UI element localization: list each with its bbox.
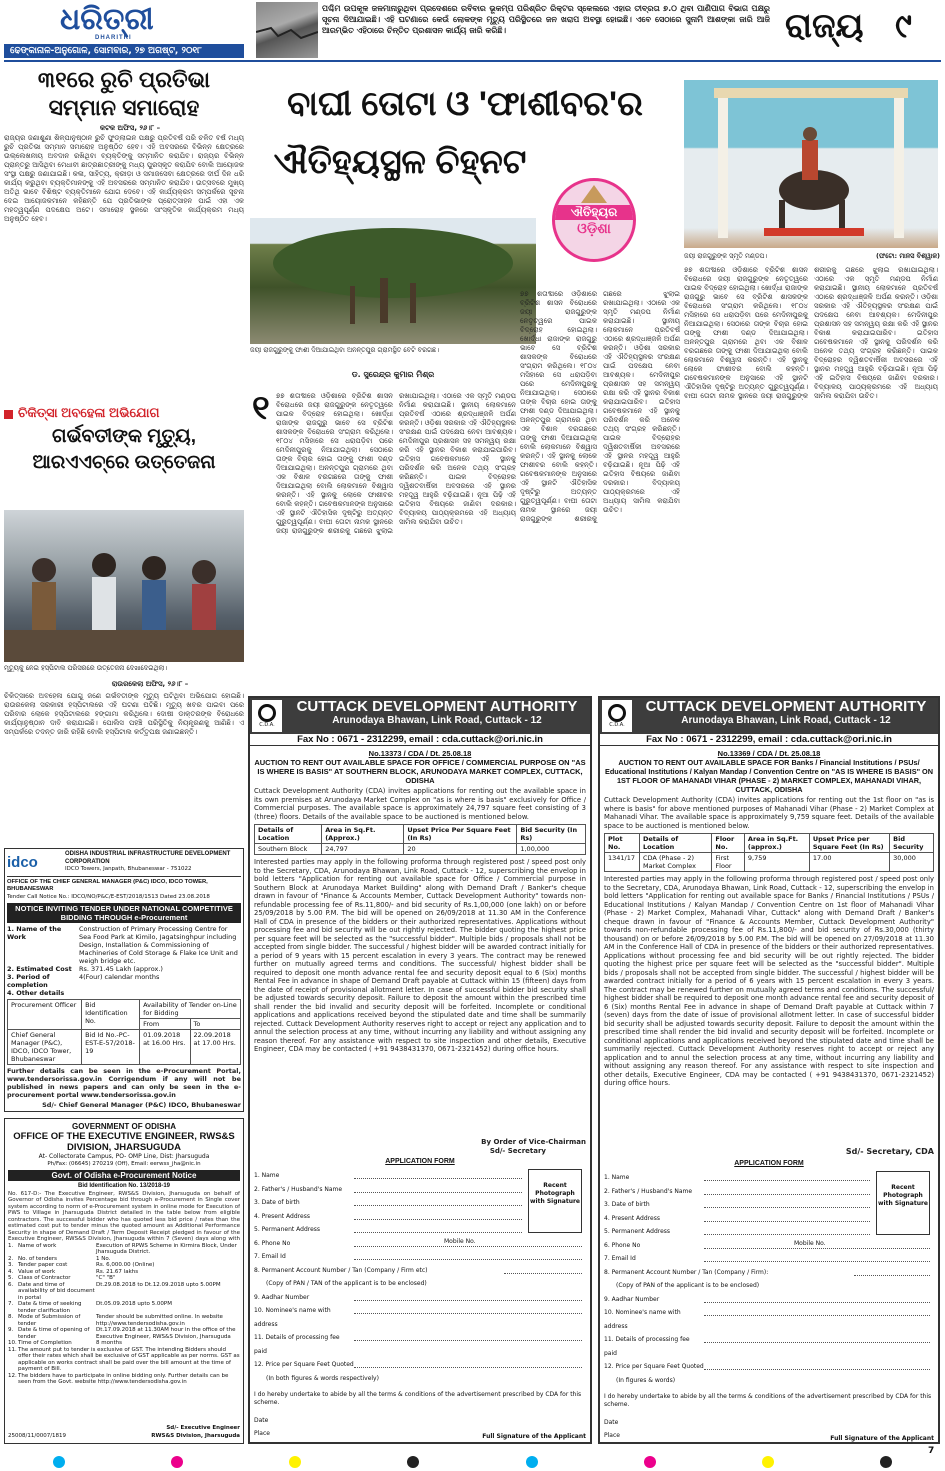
idco-org-name: ODISHA INDUSTRIAL INFRASTRUCTURE DEVELOPMENT CORPORATION (65, 851, 231, 865)
cda1-field-label: 5. Permanent Address (254, 1226, 321, 1233)
cda2-cell: 1341/17 (605, 853, 640, 872)
cda1-field-label: 3. Date of birth (254, 1199, 300, 1206)
cda2-field-label: 6. Phone No (604, 1241, 641, 1249)
cda1-field-label: 1. Name (254, 1172, 280, 1179)
cda1-cell: 1,00,000 (517, 844, 586, 855)
rwss-row-value: "C" "B" (96, 1275, 116, 1281)
newspaper-logo-sub: DHARITRI (95, 35, 132, 41)
cda-fax-1: Fax No : 0671 - 2312299, email : cda.cuttack@ori.nic.in (250, 734, 590, 746)
feature-dropcap: ୧ (252, 389, 270, 427)
cda2-signature-label: Full Signature of the Applicant (830, 1435, 934, 1442)
cda1-col-header: Details of Location (255, 825, 322, 844)
ruchi-body: ରାଜ୍ୟର ଜଣାଶୁଣା ଶିଳ୍ପାନୁଷ୍ଠାନ ରୁଚି ଫୁଡ୍‌ଲାଇନ ପକ୍ଷରୁ ପ୍ରତିବର୍ଷ ପରି ଚଳିତ ବର୍ଷ ମଧ୍ୟ ରୁଚି ପ୍ରତିଭା ସମ୍ମାନ ସମାରୋହ ଅନୁଷ୍ଠିତ ହେବ। ଏହି ଅବସରରେ ବିଭିନ୍ନ କ୍ଷେତ୍ରରେ ଉଲ୍ଲେଖନୀୟ ଅବଦାନ ରଖିଥିବା ବ୍ୟକ୍ତିଙ୍କୁ ସମ୍ମାନିତ କରାଯିବ। ରାଜ୍ୟର ବିଭିନ୍ନ ପ୍ରାନ୍ତରୁ ଆସିଥିବା ମେଧାବୀ ଛାତ୍ରଛାତ୍ରୀଙ୍କୁ ମଧ୍ୟ ପୁରସ୍କୃତ କରାଯିବ ବୋଲି ଆୟୋଜକ ସଂସ୍ଥା ପକ୍ଷରୁ ଜଣାଯାଇଛି। କଳା, ସାହିତ୍ୟ, କ୍ରୀଡ଼ା ଓ ସମାଜସେବା କ୍ଷେତ୍ରରେ ଦୀର୍ଘ ଦିନ ଧରି କାର୍ଯ୍ୟ କରୁଥିବା ବ୍ୟକ୍ତିମାନଙ୍କୁ ଏହି ଅବସରରେ ସମ୍ମାନିତ କରାଯିବ। ଉତ୍ସବରେ ମୁଖ୍ୟ ଅତିଥି ଭାବେ ବିଶିଷ୍ଟ ବ୍ୟକ୍ତିମାନେ ଯୋଗ ଦେବେ। ଏହି କାର୍ଯ୍ୟକ୍ରମ ସମ୍ପର୍କରେ ସୂଚନା ଦେଇ ଆୟୋଜକମାନେ କହିଛନ୍ତି ଯେ ପ୍ରତିଭାଙ୍କ ପ୍ରୋତ୍ସାହନ ପାଇଁ ଏହା ଏକ ମହତ୍ୱପୂର୍ଣ୍ଣ ପଦକ୍ଷେପ ଅଟେ। ସମାରୋହ ସ୍ଥଳରେ ସାଂସ୍କୃତିକ କାର୍ଯ୍ୟକ୍ରମ ମଧ୍ୟ ଅନୁଷ୍ଠିତ ହେବ। (4, 134, 244, 223)
cda1-field-line (354, 1196, 522, 1206)
rwss-row-label: Name of work (18, 1242, 57, 1249)
feature-byline: ଡ. ସୁରେନ୍ଦ୍ର କୁମାର ମିଶ୍ର (351, 370, 435, 379)
rgh-kicker: ଚିକିତ୍ସା ଅବହେଳା ଅଭିଯୋଗ (18, 405, 160, 420)
cda2-field-label: 4. Present Address (604, 1214, 660, 1222)
cda1-field-label: 12. Price per Square Feet Quoted (254, 1361, 354, 1368)
cda-form-title-2: APPLICATION FORM (734, 1160, 804, 1167)
cda-address-1: Arunodaya Bhawan, Link Road, Cuttack - 12 (332, 715, 542, 726)
cda-ref-1: No.13373 / CDA / Dt. 25.08.18 (368, 749, 472, 758)
cda2-col-header: Plot No. (605, 834, 640, 853)
rwss-row-label: Date & time of seeking tender clarification (18, 1301, 82, 1314)
idco-th-from: From (140, 1019, 190, 1030)
cda-body-1: Interested parties may apply in the following proforma through registered post / speed post only to the Secretary, CDA, Arunodaya Bhawan, Link Road, Cuttack - 12, superscribing the envelop in bold letters "Application for renting out available space for Office / Commercial purpose in Southern Block at Arunodaya Market Building" along with Demand Draft / Banker's cheque drawn in favour of "Finance & Accounts Member, Cuttack Development Authority" towards non-refundable processing fee of Rs.11,800/- and bid security of Rs.1,00,000 (one lakh) on or before 25/09/2018 by 5.00 P.M. The bid will be opened on 26/09/2018 at 11.30 AM in the Conference Hall of CDA in presence of the bidders or their authorized representatives. Applications without processing fee and bid security will be out rightly rejected. The bidder quoting the highest price per square feet will be selected as the "successful bidder". Multiple bids / proposals shall not be accepted from single bidder. The successful / highest bidder will be awarded contract initially for a period of 9 years with 15 percent escalation in every 3 years. The contract may be renewed further on mutually agreed terms and conditions. The successful/ highest bidder shall be required to deposit one month advance rental fee and security deposit equal to 6 (Six) months Rental Fee in advance in shape of Demand Draft payable at Cuttack within 15 (fifteen) days from the date of receipt of provisional allotment letter. In case of successful bidder bid security shall be adjusted towards security deposit. Failure to deposit the amount within the prescribed time shall render the bid invalid and security deposit will be forfeited. Incomplete or conditional applications and applications received beyond the stipulated date and time shall be summarily rejected. Cuttack Development Authority reserves right to accept or reject any application and to annul the selection process at any time, without incurring any liability and without assigning any reason thereof. For any assistance with respect to site inspection and other details, Executive Engineer, CDA may be contacted ( +91 9438431370, 0671-2321452) during office hours. (254, 858, 586, 1053)
cda1-field-line (354, 1237, 582, 1247)
cda1-signature-label: Full Signature of the Applicant (482, 1433, 586, 1440)
feature-headline-2: ଐତିହ୍ୟସ୍ଥଳ ଚିହ୍ନଟ (273, 143, 527, 181)
cda-form-title-1: APPLICATION FORM (385, 1158, 455, 1165)
cda2-field-line (704, 1212, 870, 1222)
rwss-row-value: Rs. 21.67 lakhs (96, 1268, 139, 1275)
rwss-bid-id: Bid Identification No. 13/2018-19 (77, 1183, 171, 1189)
cda2-col-header: Details of Location (640, 834, 712, 853)
cda-heading-2: AUCTION TO RENT OUT AVAILABLE SPACE FOR Banks / Financial Institutions / PSUs/ Educational Institutions / Kalyan Mandap / Convention Centre on "AS IS WHERE IS BASIS" ON 1ST FLOOR OF MAHANADI VIHAR (PHASE - 2) MARKET COMPLEX, MAHANADI VIHAR, CUTTACK, ODISHA (604, 758, 933, 794)
cda-ad-1 (248, 696, 592, 1444)
idco-details (7, 925, 241, 997)
cda2-field-line (704, 1306, 930, 1316)
cda-logo-1: C.D.A. (252, 700, 282, 732)
cda1-field-label: 4. Present Address (254, 1212, 310, 1220)
cda-form-2 (604, 1171, 934, 1442)
rwss-row-num: 12. (8, 1372, 17, 1379)
cda-logo-2: C.D.A. (602, 700, 632, 732)
rwss-sign: Sd/- Executive Engineer RWS&S Division, Jharsuguda (151, 1425, 240, 1439)
newspaper-logo: ଧରିତ୍ରୀ (60, 3, 154, 36)
cda1-field-line (504, 1264, 582, 1274)
cda-body-2: Interested parties may apply in the following proforma through registered post / speed post only to the Secretary, CDA, Arunodaya Bhawan, Link Road, Cuttack - 12, superscribing the envelop in bold letters "Application for renting out available space for Banks / Financial Institutions / PSUs / Educational Institutions / Kalyan Mandap / Convention Centre on 1st floor of Mahanadi Vihar (Phase - 2) Market Complex, Mahanadi Vihar, Cuttack" along with Demand Draft / Banker's cheque drawn in favour of "Finance & Accounts Member, Cuttack Development Authority" towards non-refundable processing fee of Rs.11,800/- and bid security of Rs.30,000 (thirty thousand) on or before 26/09/2018 by 5.00 P.M. The bid will be opened on 27/09/2018 at 11.30 AM in the Conference Hall of CDA in presence of the bidders or their authorized representatives. Applications without processing fee and bid security will be out rightly rejected. The bidder quoting the highest price per square feet will be selected as the "successful bidder". Multiple bids / proposals shall not be accepted from single bidder. The successful / highest bidder will be awarded contract initially for a period of 6 years with 15 percent escalation in every 3 years. The contract may be renewed further on mutually agreed terms and conditions. The successful/ highest bidder shall be required to deposit one month advance rental fee and security deposit of 6 (Six) months Rental Fee in advance in shape of Demand Draft payable at Cuttack within 7 (seven) days from the date of issue of provisional allotment letter. In case of successful bidder bid security shall be adjusted towards security deposit. Failure to deposit the amount within the prescribed time shall render the bid invalid and security deposit will be forfeited. Incomplete or conditional applications and applications received beyond the stipulated date and time shall be summarily rejected. Cuttack Development Authority reserves right to accept or reject any application and to annul the selection process at any time, without incurring any liability and without assigning any reason thereof. For any assistance with respect to site inspection and other details, Executive Engineer, CDA may be contacted ( +91 9438431370, 0671-2321452) during office hours. (604, 875, 934, 1087)
rwss-office: OFFICE OF THE EXECUTIVE ENGINEER, RWS&S DIVISION, JHARSUGUDA (13, 1131, 235, 1153)
cda-heading-1: AUCTION TO RENT OUT AVAILABLE SPACE FOR OFFICE / COMMERCIAL PURPOSE ON "AS IS WHERE IS BASIS" AT SOUTHERN BLOCK, ARUNODAYA MARKET COMPLEX, CUTTACK, ODISHA (254, 758, 586, 785)
rwss-row-label: Date and time of availability of bid document in portal (18, 1281, 95, 1301)
rwss-row-num: 8. (8, 1314, 14, 1320)
cda-title-1: CUTTACK DEVELOPMENT AUTHORITY (296, 698, 578, 715)
cda2-field-line (704, 1333, 930, 1343)
cda1-field-line (354, 1304, 582, 1314)
cda1-field-label: 6. Phone No (254, 1239, 291, 1247)
badge-top-text: ଐତିହ୍ୟର (555, 205, 633, 220)
cda1-field-line (354, 1210, 522, 1220)
masthead (0, 0, 945, 62)
cda1-declaration: I do hereby undertake to abide by all the terms & conditions of the advertisement prescribed by CDA for this scheme. (254, 1391, 582, 1406)
feature-col-2: ୭୭ ଶତାବ୍ଦୀରେ ଓଡ଼ିଶାରେ ବ୍ରିଟିଶ ଶାସନ ବିରୋଧରେ ଜୟୀ ରାଜଗୁରୁଙ୍କ ନେତୃତ୍ୱରେ ପାଇକ ବିଦ୍ରୋହ ହୋଇଥିଲା। ଖୋର୍ଦ୍ଧା ରାଜାଙ୍କ ରାଜଗୁରୁ ଭାବେ ସେ ବ୍ରିଟିଶ ଶାସକଙ୍କ ବିରୋଧରେ ସଂଗ୍ରାମ କରିଥିଲେ। ୧୮୦୪ ମସିହାରେ ସେ ଧରାପଡ଼ିବା ପରେ ମେଦିନୀପୁରକୁ ନିଆଯାଇଥିଲା। ସେଠାରେ ତାଙ୍କ ବିଚାର ହୋଇ ତାଙ୍କୁ ଫାଶୀ ଦଣ୍ଡ ଦିଆଯାଇଥିଲା। ଅନନ୍ତପୁର ଗ୍ରାମରେ ଥିବା ଏକ ବିଶାଳ ବରଗଛରେ ତାଙ୍କୁ ଫାଶୀ ଦିଆଯାଇଥିଲା ବୋଲି ଲୋକମାନେ ବିଶ୍ୱାସ କରନ୍ତି। ଏହି ସ୍ଥାନକୁ ଲୋକେ ଫାଶୀବର ବୋଲି କହନ୍ତି। ଗବେଷକମାନଙ୍କ ଅନୁସାରେ ଏହି ସ୍ଥାନଟି ଐତିହାସିକ ଦୃଷ୍ଟିରୁ ଅତ୍ୟନ୍ତ ଗୁରୁତ୍ୱପୂର୍ଣ୍ଣ। ବାଘୀ ତୋଟା ନାମକ ସ୍ଥାନରେ ଜୟୀ ରାଜଗୁରୁଙ୍କ ଶରୀରକୁ ଗଛରେ ଝୁଲାଇ ରଖାଯାଇଥିଲା। ଏଠାରେ ଏକ ସ୍ମୃତି ମଣ୍ଡପ ନିର୍ମାଣ କରାଯାଇଛି। ସ୍ଥାନୀୟ ଲୋକମାନେ ପ୍ରତିବର୍ଷ ଏଠାରେ ଶ୍ରଦ୍ଧାଞ୍ଜଳି ଅର୍ପଣ କରନ୍ତି। ଓଡ଼ିଶା ସରକାର ଏହି ଐତିହ୍ୟସ୍ଥଳର ସଂରକ୍ଷଣ ପାଇଁ ପଦକ୍ଷେପ ନେବା ଆବଶ୍ୟକ। ମେଦିନୀପୁର ପ୍ରଶାସନ ସହ ସମନ୍ୱୟ ରକ୍ଷା କରି ଏହି ସ୍ଥାନର ବିକାଶ କରାଯାଇପାରିବ। ଇତିହାସ ଗବେଷକମାନେ ଏହି ସ୍ଥାନକୁ ପରିଦର୍ଶନ କରି ଅନେକ ତଥ୍ୟ ସଂଗ୍ରହ କରିଛନ୍ତି। ପାଇକ ବିଦ୍ରୋହର ଦ୍ୱିଶତବାର୍ଷିକୀ ଅବସରରେ ଏହି ସ୍ଥାନର ମହତ୍ତ୍ୱ ଆହୁରି ବଢ଼ିଯାଇଛି। ନୂଆ ପିଢ଼ି ଏହି ଇତିହାସ ବିଷୟରେ ଜାଣିବା ଦରକାର। ବିଦ୍ୟାଳୟ ପାଠ୍ୟକ୍ରମରେ ଏହି ଅଧ୍ୟାୟ ସାମିଲ କରାଯିବା ଉଚିତ। (520, 290, 680, 523)
cda2-col-header: Bid Security (890, 834, 934, 853)
rwss-row-num: 1. (8, 1242, 14, 1249)
cda2-cell: CDA (Phase - 2) Market Complex (640, 853, 712, 872)
cda2-field-label: (In figures & words) (616, 1376, 676, 1384)
rwss-row-label: Class of Contractor (18, 1275, 71, 1281)
idco-cell-to: 22.09.2018 at 17.00 Hrs. (190, 1030, 240, 1065)
idco-tender-no: Tender Call Notice No.: IDCO/NO/P&C/E-EST/2018/1513 Dated 23.08.2018 (7, 893, 210, 900)
hospital-photo (4, 510, 244, 662)
idco-org-address: IDCO Towers, Janpath, Bhubaneswar - 751022 (65, 866, 192, 872)
cda2-field-line (704, 1360, 930, 1370)
rwss-row-num: 7. (8, 1301, 14, 1307)
idco-row-label: 3. Period of completion (7, 973, 50, 989)
banyan-tree-photo (250, 218, 536, 344)
black-swatch (407, 1456, 419, 1468)
idco-row-value: Rs. 371.45 Lakh (approx.) (79, 965, 163, 973)
cda-intro-1: Cuttack Development Authority (CDA) invites applications for renting out the available space in its own premises at Arunodaya Market Complex on "as is where is basis" exclusively for Office / Commercial purposes. The available space is approximately 24,797 square feet consisting of 3 (three) floors. Details of the available space to be auctioned is mentioned below. (254, 787, 586, 821)
cda2-field-label: 9. Aadhar Number (604, 1295, 660, 1303)
cda2-field-label: 5. Permanent Address (604, 1228, 671, 1235)
cda1-field-line (354, 1358, 582, 1368)
cda2-field-line (704, 1252, 930, 1262)
cda1-field-label: 8. Permanent Account Number / Tan (Company / Firm etc) (254, 1266, 428, 1274)
cda1-field-label: 2. Father's / Husband's Name (254, 1185, 343, 1193)
cda1-field-label: 10. Nominee's name with address (254, 1307, 331, 1328)
cda2-field-label: 3. Date of birth (604, 1201, 650, 1208)
cyan-swatch (53, 1456, 65, 1468)
cda2-cell: 17.00 (809, 853, 889, 872)
cda2-field-line (704, 1225, 870, 1235)
cda-intro-2: Cuttack Development Authority (CDA) invites applications for renting out the 1st floor on "as is where is basis" for above mentioned purposes of Mahanadi Vihar (Phase - 2) Market Complex at Mahanadi Vihar. The available space is approximately 9,759 square feet. Details of the available space to be auctioned is mentioned below. (604, 796, 934, 830)
rwss-row-label: Value of work (18, 1268, 56, 1275)
rwss-row-num: 11. (8, 1346, 17, 1353)
ruchi-headline: ୩୧ରେ ରୁଚି ପ୍ରତିଭା ସମ୍ମାନ ସମାରୋହ (37, 67, 211, 120)
idco-cell-officer: Chief General Manager (P&C), IDCO, IDCO Tower, Bhubaneswar (8, 1030, 82, 1065)
idco-cell-bid: Bid Id No.-PC-EST-E-57/2018-19 (82, 1030, 140, 1065)
cda1-field-label: 11. Details of processing fee paid (254, 1334, 340, 1355)
cda-address-2: Arunodaya Bhawan, Link Road, Cuttack - 12 (681, 715, 891, 726)
kicker-box (4, 410, 13, 419)
rwss-row-value: Dt.17.09.2018 at 11.30AM hour in the office of the Executive Engineer, RWS&S Division, Jharsuguda (96, 1327, 236, 1340)
idco-cell-from: 01.09.2018 at 16.00 Hrs. (140, 1030, 190, 1065)
rwss-row-value: Dt.05.09.2018 upto 5.00PM (96, 1301, 172, 1307)
rgh-dateline: ରାଉରକେଲା ଅଫିସ, ୨୬।୮ – (111, 680, 189, 688)
cda2-date-label: Date (604, 1419, 619, 1426)
rwss-row-label: Tender paper cost (18, 1262, 68, 1268)
cyan-swatch-2 (526, 1456, 538, 1468)
cda2-place-label: Place (604, 1432, 620, 1439)
cda2-field-line (704, 1185, 870, 1195)
idco-row-label: 2. Estimated Cost (7, 965, 72, 973)
cda1-field-label: 9. Aadhar Number (254, 1293, 310, 1301)
photo-credit: (ଫଟୋ: ମାନସ ବିଶ୍ୱାଳ) (876, 252, 940, 260)
dateline-bar: ଢେଙ୍କାନାଳ-ଅନୁଗୋଳ, ସୋମବାର, ୨୭ ଅଗଷ୍ଟ, ୨୦୧୮ (4, 44, 244, 58)
cda1-col-header: Upset Price Per Square Feet (In Rs) (404, 825, 517, 844)
cda1-photo-box: Recent Photograph with Signature (528, 1169, 582, 1233)
cda1-cell: 24,797 (322, 844, 404, 855)
rgh-body: ଚିକିତ୍ସାରେ ଅବହେଳା ଯୋଗୁ ଜଣେ ଗର୍ଭବତୀଙ୍କ ମୃତ୍ୟୁ ଘଟିଥିବା ଅଭିଯୋଗ ହୋଇଛି। ରାଉରକେଲା ସରକାରୀ ହସ୍ପିଟାଲରେ ଏହି ଘଟଣା ଘଟିଛି। ମୃତ୍ୟୁ ଖବର ପାଇବା ପରେ ପରିବାର ଲୋକେ ହସ୍ପିଟାଲରେ ହଙ୍ଗାମା କରିଥିଲେ। ଦୋଷୀ ଡାକ୍ତରଙ୍କ ବିରୋଧରେ କାର୍ଯ୍ୟାନୁଷ୍ଠାନ ଦାବି କରାଯାଇଛି। ପୋଲିସ ପହଞ୍ଚି ପରିସ୍ଥିତିକୁ ନିୟନ୍ତ୍ରଣକୁ ଆଣିଛି। ଏ ସମ୍ପର୍କରେ ତଦନ୍ତ ଜାରି ରହିଛି ବୋଲି ହସ୍ପିଟାଲ କର୍ତ୍ତୃପକ୍ଷ ଜଣାଇଛନ୍ତି। (4, 692, 244, 736)
cda-table-1 (254, 824, 586, 855)
yellow-swatch-2 (762, 1456, 774, 1468)
cda2-field-label: 7. Email Id (604, 1255, 636, 1262)
registration-marks (0, 1452, 945, 1471)
cda2-field-label: 1. Name (604, 1174, 630, 1181)
idco-office: OFFICE OF THE CHIEF GENERAL MANAGER (P&C) IDCO, IDCO TOWER, BHUBANESWAR (7, 878, 208, 892)
rwss-row-value: Dt.29.08.2018 to Dt.12.09.2018 upto 5.00PM (96, 1281, 221, 1288)
cda1-mobile-label: Mobile No. (444, 1237, 476, 1245)
temple-icon (581, 185, 607, 203)
rwss-row-num: 9. (8, 1327, 14, 1333)
cda1-field-label: (Copy of PAN / TAN of the applicant is to be enclosed) (266, 1280, 427, 1287)
rwss-row-num: 10. (8, 1340, 17, 1346)
cda1-field-line (354, 1250, 582, 1260)
rwss-row-num: 6. (8, 1281, 14, 1288)
cda2-field-line (704, 1198, 870, 1208)
cda1-field-line (354, 1169, 522, 1179)
rwss-notice-title: Govt. of Odisha e-Procurement Notice (8, 1170, 240, 1181)
cda2-field-line (854, 1266, 930, 1276)
feature-headline-1: ବାଘୀ ତୋଟା ଓ 'ଫାଶୀବର'ର (287, 85, 643, 123)
idco-th-officer: Procurement Officer (8, 1000, 82, 1030)
cda-order-1: By Order of Vice-Chairman (481, 1138, 586, 1146)
cda1-date-label: Date (254, 1417, 269, 1424)
cda-sign-2: Sd/- Secretary, CDA (845, 1147, 934, 1156)
cda2-field-label: 2. Father's / Husband's Name (604, 1187, 693, 1195)
cda-form-1 (254, 1169, 586, 1440)
earthquake-photo (256, 2, 318, 58)
rwss-intro: No. 617-D:- The Executive Engineer, RWS&S Division, Jharsuguda on behalf of Governor of Odisha invites Percentage bid through e-Procurement in Single cover system according to norm of e-Procurement system in online mode for Execution of PWS to Village in Jharsuguda District detailed in the table below from eligible contractors. The successful bidder who has quoted less bid price / rates than the estimated cost put to tender minus the quoted amount as Additional Performance Security in shape of Demand Draft / Term Deposit Receipt pledged in favour of the Executive Engineer, RWS&S Division, Jharsuguda within 7 (Seven) days along with (8, 1190, 240, 1242)
idco-th-bid: Bid Identification No. (82, 1000, 140, 1030)
page-number: ୯ (895, 7, 912, 45)
cda2-field-label: 11. Details of processing fee paid (604, 1336, 690, 1357)
cda-sign-1: Sd/- Secretary (489, 1147, 546, 1155)
rwss-row-num: 2. (8, 1255, 14, 1262)
cda2-field-label: (Copy of PAN of the applicant is to be enclosed) (616, 1282, 760, 1289)
cda2-cell: First Floor (712, 853, 745, 872)
idco-row-value: 4(Four) calendar months (79, 973, 160, 981)
rwss-row-label: Mode of Submission of tender (18, 1314, 81, 1327)
idco-logo: idco (7, 853, 38, 871)
memorial-caption: ଜୟୀ ରାଜଗୁରୁଙ୍କ ସ୍ମୃତି ମଣ୍ଡପ। (684, 252, 768, 260)
cda2-cell: 30,000 (890, 853, 934, 872)
cda2-field-label: 10. Nominee's name with address (604, 1309, 681, 1330)
cda2-photo-box: Recent Photograph with Signature (876, 1171, 930, 1235)
cda-fax-2: Fax No : 0671 - 2312299, email : cda.cuttack@ori.nic.in (600, 734, 938, 746)
rwss-row-label: No. of tenders (18, 1255, 57, 1262)
cda-table-2 (604, 833, 934, 872)
black-swatch-2 (880, 1456, 892, 1468)
idco-footer: Further details can be seen in the e-Procurement Portal, www.tendersorissa.gov.in Corrigendum if any will not be published in news papers and can only be seen in the e-procurement portal www.tendersorissa.gov.in (7, 1067, 241, 1099)
cda1-field-line (354, 1331, 582, 1341)
rwss-row-value: Rs. 6,000.00 (Online) (96, 1262, 155, 1268)
cda1-cell: Southern Block (255, 844, 322, 855)
cda1-col-header: Area in Sq.Ft. (Approx.) (322, 825, 404, 844)
rwss-contact: Ph/Fax: (06645) 270219 (Off), Email: eerwss_jha@nic.in (47, 1160, 201, 1167)
rwss-ad (4, 1118, 244, 1444)
footer-page-number: 7 (928, 1446, 935, 1456)
cda-title-2: CUTTACK DEVELOPMENT AUTHORITY (645, 698, 927, 715)
rwss-row-value: 8 months (96, 1340, 122, 1346)
rwss-row-value: Tender should be submitted online. In website http://www.tendersodisha.gov.in (96, 1314, 223, 1327)
idco-th-to: To (190, 1019, 240, 1030)
cda2-col-header: Upset Price per Square Feet (In Rs) (809, 834, 889, 853)
cda1-field-line (354, 1183, 522, 1193)
idco-row-value (79, 989, 241, 997)
magenta-swatch-2 (644, 1456, 656, 1468)
cda1-place-label: Place (254, 1430, 270, 1437)
rwss-row-label: Date & time of opening of tender (18, 1327, 90, 1340)
rwss-gov: GOVERNMENT OF ODISHA (71, 1122, 176, 1131)
cda2-declaration: I do hereby undertake to abide by all the terms & conditions of the advertisement prescribed by CDA for this scheme. (604, 1393, 932, 1408)
cda1-field-label: (In both figures & words respectively) (266, 1374, 379, 1382)
rwss-row-num: 3. (8, 1262, 14, 1268)
rwss-ref: 25008/11/0007/1819 (8, 1432, 67, 1439)
cda2-field-label: 12. Price per Square Feet Quoted (604, 1363, 704, 1370)
cda2-cell: 9,759 (744, 853, 809, 872)
feature-col-1: ୭୭ ଶତାବ୍ଦୀରେ ଓଡ଼ିଶାରେ ବ୍ରିଟିଶ ଶାସନ ବିରୋଧରେ ଜୟୀ ରାଜଗୁରୁଙ୍କ ନେତୃତ୍ୱରେ ପାଇକ ବିଦ୍ରୋହ ହୋଇଥିଲା। ଖୋର୍ଦ୍ଧା ରାଜାଙ୍କ ରାଜଗୁରୁ ଭାବେ ସେ ବ୍ରିଟିଶ ଶାସକଙ୍କ ବିରୋଧରେ ସଂଗ୍ରାମ କରିଥିଲେ। ୧୮୦୪ ମସିହାରେ ସେ ଧରାପଡ଼ିବା ପରେ ମେଦିନୀପୁରକୁ ନିଆଯାଇଥିଲା। ସେଠାରେ ତାଙ୍କ ବିଚାର ହୋଇ ତାଙ୍କୁ ଫାଶୀ ଦଣ୍ଡ ଦିଆଯାଇଥିଲା। ଅନନ୍ତପୁର ଗ୍ରାମରେ ଥିବା ଏକ ବିଶାଳ ବରଗଛରେ ତାଙ୍କୁ ଫାଶୀ ଦିଆଯାଇଥିଲା ବୋଲି ଲୋକମାନେ ବିଶ୍ୱାସ କରନ୍ତି। ଏହି ସ୍ଥାନକୁ ଲୋକେ ଫାଶୀବର ବୋଲି କହନ୍ତି। ଗବେଷକମାନଙ୍କ ଅନୁସାରେ ଏହି ସ୍ଥାନଟି ଐତିହାସିକ ଦୃଷ୍ଟିରୁ ଅତ୍ୟନ୍ତ ଗୁରୁତ୍ୱପୂର୍ଣ୍ଣ। ବାଘୀ ତୋଟା ନାମକ ସ୍ଥାନରେ ଜୟୀ ରାଜଗୁରୁଙ୍କ ଶରୀରକୁ ଗଛରେ ଝୁଲାଇ ରଖାଯାଇଥିଲା। ଏଠାରେ ଏକ ସ୍ମୃତି ମଣ୍ଡପ ନିର୍ମାଣ କରାଯାଇଛି। ସ୍ଥାନୀୟ ଲୋକମାନେ ପ୍ରତିବର୍ଷ ଏଠାରେ ଶ୍ରଦ୍ଧାଞ୍ଜଳି ଅର୍ପଣ କରନ୍ତି। ଓଡ଼ିଶା ସରକାର ଏହି ଐତିହ୍ୟସ୍ଥଳର ସଂରକ୍ଷଣ ପାଇଁ ପଦକ୍ଷେପ ନେବା ଆବଶ୍ୟକ। ମେଦିନୀପୁର ପ୍ରଶାସନ ସହ ସମନ୍ୱୟ ରକ୍ଷା କରି ଏହି ସ୍ଥାନର ବିକାଶ କରାଯାଇପାରିବ। ଇତିହାସ ଗବେଷକମାନେ ଏହି ସ୍ଥାନକୁ ପରିଦର୍ଶନ କରି ଅନେକ ତଥ୍ୟ ସଂଗ୍ରହ କରିଛନ୍ତି। ପାଇକ ବିଦ୍ରୋହର ଦ୍ୱିଶତବାର୍ଷିକୀ ଅବସରରେ ଏହି ସ୍ଥାନର ମହତ୍ତ୍ୱ ଆହୁରି ବଢ଼ିଯାଇଛି। ନୂଆ ପିଢ଼ି ଏହି ଇତିହାସ ବିଷୟରେ ଜାଣିବା ଦରକାର। ବିଦ୍ୟାଳୟ ପାଠ୍ୟକ୍ରମରେ ଏହି ଅଧ୍ୟାୟ ସାମିଲ କରାଯିବା ଉଚିତ। (276, 392, 516, 535)
idco-sign: Sd/- Chief General Manager (P&C) IDCO, Bhubaneswar (42, 1101, 241, 1109)
yellow-swatch (289, 1456, 301, 1468)
rwss-details (8, 1243, 240, 1386)
magenta-swatch (171, 1456, 183, 1468)
cda2-col-header: Area in Sq.Ft. (approx.) (744, 834, 809, 853)
cda1-field-line (354, 1291, 582, 1301)
cda1-col-header: Bid Security (In Rs) (517, 825, 586, 844)
idco-th-availability: Availability of Tender on-Line for Bidding (140, 1000, 241, 1019)
header-rule (4, 60, 941, 62)
rgh-headline: ଗର୍ଭବତୀଙ୍କ ମୃତ୍ୟୁ, ଆରଏଏଚ୍‌ରେ ଉତ୍ତେଜନା (32, 426, 216, 473)
feature-col-3: ୭୭ ଶତାବ୍ଦୀରେ ଓଡ଼ିଶାରେ ବ୍ରିଟିଶ ଶାସନ ବିରୋଧରେ ଜୟୀ ରାଜଗୁରୁଙ୍କ ନେତୃତ୍ୱରେ ପାଇକ ବିଦ୍ରୋହ ହୋଇଥିଲା। ଖୋର୍ଦ୍ଧା ରାଜାଙ୍କ ରାଜଗୁରୁ ଭାବେ ସେ ବ୍ରିଟିଶ ଶାସକଙ୍କ ବିରୋଧରେ ସଂଗ୍ରାମ କରିଥିଲେ। ୧୮୦୪ ମସିହାରେ ସେ ଧରାପଡ଼ିବା ପରେ ମେଦିନୀପୁରକୁ ନିଆଯାଇଥିଲା। ସେଠାରେ ତାଙ୍କ ବିଚାର ହୋଇ ତାଙ୍କୁ ଫାଶୀ ଦଣ୍ଡ ଦିଆଯାଇଥିଲା। ଅନନ୍ତପୁର ଗ୍ରାମରେ ଥିବା ଏକ ବିଶାଳ ବରଗଛରେ ତାଙ୍କୁ ଫାଶୀ ଦିଆଯାଇଥିଲା ବୋଲି ଲୋକମାନେ ବିଶ୍ୱାସ କରନ୍ତି। ଏହି ସ୍ଥାନକୁ ଲୋକେ ଫାଶୀବର ବୋଲି କହନ୍ତି। ଗବେଷକମାନଙ୍କ ଅନୁସାରେ ଏହି ସ୍ଥାନଟି ଐତିହାସିକ ଦୃଷ୍ଟିରୁ ଅତ୍ୟନ୍ତ ଗୁରୁତ୍ୱପୂର୍ଣ୍ଣ। ବାଘୀ ତୋଟା ନାମକ ସ୍ଥାନରେ ଜୟୀ ରାଜଗୁରୁଙ୍କ ଶରୀରକୁ ଗଛରେ ଝୁଲାଇ ରଖାଯାଇଥିଲା। ଏଠାରେ ଏକ ସ୍ମୃତି ମଣ୍ଡପ ନିର୍ମାଣ କରାଯାଇଛି। ସ୍ଥାନୀୟ ଲୋକମାନେ ପ୍ରତିବର୍ଷ ଏଠାରେ ଶ୍ରଦ୍ଧାଞ୍ଜଳି ଅର୍ପଣ କରନ୍ତି। ଓଡ଼ିଶା ସରକାର ଏହି ଐତିହ୍ୟସ୍ଥଳର ସଂରକ୍ଷଣ ପାଇଁ ପଦକ୍ଷେପ ନେବା ଆବଶ୍ୟକ। ମେଦିନୀପୁର ପ୍ରଶାସନ ସହ ସମନ୍ୱୟ ରକ୍ଷା କରି ଏହି ସ୍ଥାନର ବିକାଶ କରାଯାଇପାରିବ। ଇତିହାସ ଗବେଷକମାନେ ଏହି ସ୍ଥାନକୁ ପରିଦର୍ଶନ କରି ଅନେକ ତଥ୍ୟ ସଂଗ୍ରହ କରିଛନ୍ତି। ପାଇକ ବିଦ୍ରୋହର ଦ୍ୱିଶତବାର୍ଷିକୀ ଅବସରରେ ଏହି ସ୍ଥାନର ମହତ୍ତ୍ୱ ଆହୁରି ବଢ଼ିଯାଇଛି। ନୂଆ ପିଢ଼ି ଏହି ଇତିହାସ ବିଷୟରେ ଜାଣିବା ଦରକାର। ବିଦ୍ୟାଳୟ ପାଠ୍ୟକ୍ରମରେ ଏହି ଅଧ୍ୟାୟ ସାମିଲ କରାଯିବା ଉଚିତ। (684, 266, 938, 400)
cda1-field-line (354, 1223, 522, 1233)
rwss-row-value: 1 No. (96, 1255, 111, 1262)
idco-ad (4, 848, 244, 1112)
rwss-row-label: The bidders have to participate in online bidding only. Further details can be seen from the Govt. website http://www.tendersodisha.gov.in (18, 1372, 229, 1385)
rwss-row-label: The amount put to tender is exclusive of GST. The intending Bidders should offer their rates which shall be exclusive of GST applicable as per norms. GST as applicable on works contract shall be paid over the bill amount at the time of payment of Bill. (18, 1346, 240, 1372)
rwss-row-value: Execution of RPWS Scheme in Kirmira Block, Under Jharsuguda District. (96, 1242, 237, 1255)
cda2-field-line (704, 1293, 930, 1303)
rwss-address: At- Collectorate Campus, PO- OMP Line, Dist: Jharsuguda (38, 1153, 210, 1160)
cda2-field-line (704, 1239, 930, 1249)
rwss-row-label: Time of Completion (18, 1340, 72, 1346)
cda2-mobile-label: Mobile No. (794, 1239, 826, 1247)
top-news-brief: ପଶ୍ଚିମ ଉପକୂଳ ଜଳମାନାରୁଥିବା ପ୍ରଦେଶରେ ରବିବାର ଭୂକମ୍ପ ପରିଶ୍ରିତ ରିକ୍ଟର ସ୍କେଲରେ ଏହାର ତୀବ୍ରତା ୭.୦ ଥିବା ପାଣିପାଗ ବିଭାଗ ପକ୍ଷରୁ ସୂଚନା ଦିଆଯାଇଛି। ଏହି ଘଟଣାରେ କେଉଁ ଲୋକଙ୍କ ମୃତ୍ୟୁ ପରିସ୍ଥିତରେ ଜନ ଖରାପ ଅବସ୍ଥା ହୋଇଛି। ଏବେ ସେଠାରେ ସୁନାମି ଆଶଙ୍କା ଜାରି ଆଜି ଆରମ୍ଭିତ ଏହିଠାରେ ଚିନ୍ତିତ ପ୍ରଶାସନ କାର୍ଯ୍ୟ ଜାରି କରିଛି। (322, 4, 770, 35)
heritage-badge (552, 178, 636, 262)
idco-row-label: 1. Name of the Work (7, 925, 62, 941)
ruchi-dateline: କଟକ ଅଫିସ, ୨୬।୮ – (99, 124, 161, 132)
memorial-photo (684, 80, 938, 248)
cda2-field-label: 8. Permanent Account Number / Tan (Company / Firm): (604, 1268, 769, 1276)
idco-title: NOTICE INVITING TENDER UNDER NATIONAL COMPETITIVE BIDDING THROUGH e-Procurement (7, 903, 241, 923)
cda2-col-header: Floor No. (712, 834, 745, 853)
cda1-cell: 20 (404, 844, 517, 855)
cda-ad-2 (598, 696, 940, 1444)
cda1-field-label: 7. Email Id (254, 1253, 286, 1260)
cda-ref-2: No.13369 / CDA / Dt. 25.08.18 (717, 749, 821, 758)
idco-row-label: 4. Other details (7, 989, 65, 997)
hospital-photo-caption: ମୃତ୍ୟୁକୁ ନେଇ ହସ୍ପିଟାଲ ପରିସରରେ ଉତ୍ତେଜନା ଦେଖାଦେଇଥିଲା। (4, 664, 168, 672)
section-name: ରାଜ୍ୟ (785, 7, 864, 45)
idco-table (7, 999, 241, 1065)
idco-row-value: Construction of Primary Processing Centre for Sea Food Park at Kimilo, Jagatsinghpur including Design, Installation & Commissioning of Machineries of Cold Storage & Flake Ice Unit and weigh bridge etc. (79, 925, 238, 965)
rwss-row-num: 5. (8, 1275, 14, 1281)
badge-bottom-text: ଓଡ଼ିଶା (577, 220, 611, 236)
rwss-row-num: 4. (8, 1268, 14, 1275)
banyan-caption: ଜୟୀ ରାଜଗୁରୁଙ୍କୁ ଫାଶୀ ଦିଆଯାଇଥିବା ଅନନ୍ତପୁର ଗ୍ରାମସ୍ଥିତ ବେଟି ବରଗଛ। (250, 346, 440, 354)
cda2-field-line (704, 1171, 870, 1181)
